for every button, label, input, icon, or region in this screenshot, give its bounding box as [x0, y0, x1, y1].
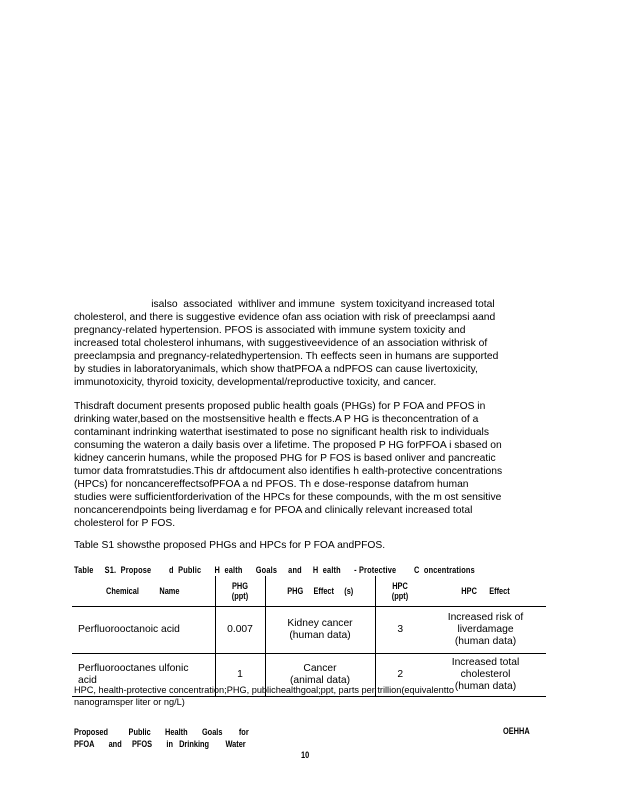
table-footnote: HPC, health-protective concentration;PHG, publichealthgoal;ppt, parts per trillion(equivalentto nanogramsper liter or ng/L) — [74, 685, 454, 707]
text-line: preeclampsia and pregnancy-relatedhypertension. Th eeffects seen in humans are supported — [74, 351, 499, 362]
text-line: cholesterol for P FOS. — [74, 518, 176, 529]
text-line: immunotoxicity, thyroid toxicity, developmental/reproductive toxicity, and cancer. — [74, 377, 437, 388]
cell-hpc: 3 — [375, 607, 425, 654]
text-line: increased total cholesterol inhumans, with suggestiveevidence of an association withrisk of — [74, 338, 488, 349]
cell-phg-effect: Cancer (animal data) — [265, 654, 375, 697]
phg-hpc-table — [72, 576, 546, 697]
text-line: noncancerendpoints being liverdamag e for PFOA and clinically relevant increased total — [74, 505, 473, 516]
paragraph-proposed-phgs — [74, 400, 544, 530]
table-caption: Table S1. Propose d Public H ealth Goals and H ealth - Protective C oncentrations — [74, 565, 475, 575]
cell-hpc-effect: Increased total cholesterol (human data) — [425, 654, 546, 697]
cell-hpc-effect: Increased risk of liverdamage (human data) — [425, 607, 546, 654]
header-phg: PHG (ppt) — [215, 576, 265, 607]
paragraph-health-effects — [74, 298, 544, 389]
cell-phg: 1 — [215, 654, 265, 697]
text-line: isalso associated withliver and immune system toxicityand increased total — [74, 299, 495, 310]
header-hpc: HPC (ppt) — [375, 576, 425, 607]
text-line: by studies in laboratoryanimals, which show thatPFOA a ndPFOS can cause livertoxicity, — [74, 364, 478, 375]
header-hpc-effect: HPC Effect — [425, 576, 546, 607]
page-footer-title: Proposed Public Health Goals for PFOA and PFOS in Drinking Water — [74, 727, 249, 749]
text-line: contaminant indrinking waterthat isestimated to pose no significant health risk to individuals — [74, 427, 489, 438]
cell-chemical: Perfluorooctanoic acid — [72, 607, 215, 654]
text-line: tumor data fromratstudies.This dr aftdocument also identifies h ealth-protective concentrations — [74, 466, 503, 477]
text-line: Thisdraft document presents proposed public health goals (PHGs) for P FOA and PFOS in — [74, 401, 486, 412]
cell-phg: 0.007 — [215, 607, 265, 654]
paragraph-table-reference: Table S1 showsthe proposed PHGs and HPCs for P FOA andPFOS. — [74, 540, 386, 551]
table-row — [72, 607, 546, 654]
text-line: consuming the wateron a daily basis over a lifetime. The proposed P HG forPFOA i sbased on — [74, 440, 502, 451]
text-line: (HPCs) for noncancereffectsofPFOA a nd PFOS. Th e dose-response datafrom human — [74, 479, 469, 490]
header-chemical-name: Chemical Name — [72, 576, 215, 607]
header-phg-effect: PHG Effect (s) — [265, 576, 375, 607]
text-line: kidney cancerin humans, while the proposed PHG for P FOS is based onliver and pancreatic — [74, 453, 496, 464]
text-line: pregnancy-related hypertension. PFOS is associated with immune system toxicity and — [74, 325, 466, 336]
text-line: drinking water,based on the mostsensitive health e ffects.A P HG is theconcentration of a — [74, 414, 479, 425]
text-line: cholesterol, and there is suggestive evidence ofan ass ociation with risk of preeclampsi aand — [74, 312, 496, 323]
table-header-row — [72, 576, 546, 607]
page-footer-agency: OEHHA — [503, 726, 530, 736]
cell-hpc: 2 — [375, 654, 425, 697]
cell-phg-effect: Kidney cancer (human data) — [265, 607, 375, 654]
text-line: studies were sufficientforderivation of the HPCs for these compounds, with the m ost sensitive — [74, 492, 502, 503]
cell-chemical: Perfluorooctanes ulfonic acid — [72, 654, 215, 697]
page-number: 10 — [301, 750, 310, 760]
